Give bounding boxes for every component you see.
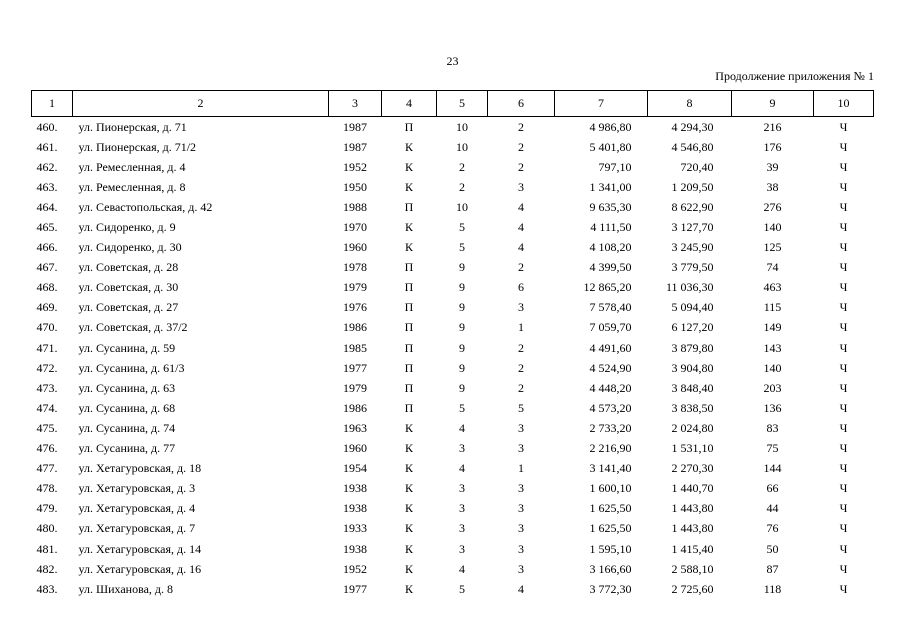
table-cell: 5 401,80 [589,139,632,154]
table-cell: 6 127,20 [671,320,714,335]
table-cell: 276 [763,199,782,214]
table-cell: 149 [763,320,782,335]
table-cell: 136 [763,400,782,415]
table-cell: 3 245,90 [671,240,714,255]
table-cell: Ч [839,159,848,174]
continuation-label: Продолжение приложения № 1 [715,69,874,83]
table-cell: 464. [36,199,58,214]
table-cell: 3 772,30 [589,581,632,596]
table-cell: 3 [518,300,524,315]
table-cell: К [404,220,413,235]
table-cell: 5 [459,400,465,415]
table-cell: ул. Ремесленная, д. 4 [78,159,186,174]
table-cell: 4 108,20 [589,240,632,255]
table-cell: 1 595,10 [589,541,632,556]
table-cell: 3 779,50 [671,260,714,275]
table-cell: П [404,340,414,355]
table-cell: 476. [36,441,58,456]
table-cell: 462. [36,159,58,174]
table-cell: ул. Сусанина, д. 59 [78,340,176,355]
table-cell: 3 848,40 [671,380,714,395]
table-cell: 2 216,90 [589,441,632,456]
table-cell: 2 024,80 [671,420,714,435]
table-cell: 4 491,60 [589,340,632,355]
table-cell: 1970 [343,220,367,235]
table-row [32,238,874,258]
table-cell: 1960 [343,441,367,456]
table-cell: ул. Советская, д. 37/2 [78,320,188,335]
table-row [32,378,874,398]
table-cell: 9 [459,260,465,275]
table-row [32,559,874,579]
table-cell: Ч [839,119,848,134]
table-cell: 2 [518,360,524,375]
table-row [32,318,874,338]
table-cell: ул. Советская, д. 28 [78,260,179,275]
table-cell: 4 294,30 [671,119,714,134]
table-cell: 4 [518,199,524,214]
table-cell: Ч [839,521,848,536]
table-cell: 4 573,20 [589,400,632,415]
table-cell: 1950 [343,179,367,194]
table-cell: 1986 [343,400,367,415]
table-cell: 473. [36,380,58,395]
table-cell: 1979 [343,380,367,395]
table-cell: 4 [459,561,465,576]
column-header-6: 6 [488,91,555,117]
table-cell: 2 [518,119,524,134]
table-cell: 1938 [343,481,367,496]
table-cell: 3 141,40 [589,461,632,476]
table-cell: П [404,199,414,214]
column-header-9: 9 [732,91,814,117]
table-cell: 466. [36,240,58,255]
table-cell: 4 986,80 [589,119,632,134]
table-cell: Ч [839,581,848,596]
table-row [32,479,874,499]
table-cell: ул. Пионерская, д. 71/2 [78,139,197,154]
table-cell: 467. [36,260,58,275]
table-cell: 4 [459,420,465,435]
table-cell: Ч [839,380,848,395]
table-cell: Ч [839,561,848,576]
table-cell: 5 094,40 [671,300,714,315]
table-cell: 11 036,30 [665,280,714,295]
table-cell: ул. Хетагуровская, д. 14 [78,541,202,556]
table-cell: 1976 [343,300,367,315]
table-cell: Ч [839,400,848,415]
table-row [32,499,874,519]
table-cell: Ч [839,300,848,315]
table-cell: 9 [459,280,465,295]
table-cell: 9 635,30 [589,199,632,214]
table-cell: 472. [36,360,58,375]
table-cell: 176 [763,139,782,154]
table-cell: К [404,240,413,255]
page-number: 23 [446,54,459,68]
table-cell: 471. [36,340,58,355]
table-cell: 3 [518,481,524,496]
table-cell: 2 [518,139,524,154]
table-body [32,117,874,600]
table-cell: 1 625,50 [589,521,632,536]
table-cell: 463. [36,179,58,194]
table-cell: Ч [839,541,848,556]
table-cell: Ч [839,441,848,456]
table-cell: 463 [763,280,782,295]
table-cell: Ч [839,220,848,235]
table-cell: Ч [839,260,848,275]
table-cell: 203 [763,380,782,395]
table-cell: ул. Советская, д. 27 [78,300,179,315]
table-cell: 1 625,50 [589,501,632,516]
table-cell: П [404,280,414,295]
table-cell: 8 622,90 [671,199,714,214]
table-cell: 1952 [343,159,367,174]
table-cell: 7 059,70 [589,320,632,335]
table-cell: 1979 [343,280,367,295]
table-cell: 144 [763,461,782,476]
table-cell: ул. Хетагуровская, д. 7 [78,521,196,536]
table-cell: 3 [518,561,524,576]
table-row [32,177,874,197]
table-cell: К [404,179,413,194]
table-cell: ул. Пионерская, д. 71 [78,119,187,134]
table-cell: 461. [36,139,58,154]
column-header-3: 3 [329,91,382,117]
table-cell: 1 341,00 [589,179,632,194]
table-cell: 2 733,20 [589,420,632,435]
table-cell: 9 [459,300,465,315]
table-cell: Ч [839,139,848,154]
table-cell: 140 [763,360,782,375]
table-cell: 1 443,80 [671,501,714,516]
table-cell: К [404,139,413,154]
housing-table [31,90,874,599]
table-cell: 3 [518,179,524,194]
table-cell: 10 [456,199,468,214]
table-row [32,278,874,298]
table-cell: 5 [459,220,465,235]
table-cell: 3 904,80 [671,360,714,375]
table-row [32,418,874,438]
table-cell: 3 127,70 [671,220,714,235]
table-cell: 3 166,60 [589,561,632,576]
table-cell: К [404,481,413,496]
table-cell: П [404,380,414,395]
table-cell: ул. Сусанина, д. 61/3 [78,360,185,375]
column-header-7: 7 [555,91,648,117]
table-cell: 1977 [343,581,367,596]
table-cell: 9 [459,340,465,355]
table-cell: 2 [518,380,524,395]
column-header-8: 8 [648,91,732,117]
table-cell: ул. Хетагуровская, д. 4 [78,501,196,516]
table-row [32,398,874,418]
table-cell: П [404,260,414,275]
table-cell: 1933 [343,521,367,536]
table-cell: 3 838,50 [671,400,714,415]
table-cell: 480. [36,521,58,536]
table-cell: 1963 [343,420,367,435]
table-row [32,197,874,217]
table-cell: 1 531,10 [671,441,714,456]
table-cell: ул. Хетагуровская, д. 18 [78,461,202,476]
table-row [32,157,874,177]
table-row [32,358,874,378]
table-cell: Ч [839,501,848,516]
table-cell: П [404,300,414,315]
table-cell: 1 [518,320,524,335]
table-cell: 470. [36,320,58,335]
table-cell: 3 [518,441,524,456]
table-cell: 1988 [343,199,367,214]
table-row [32,539,874,559]
table-cell: ул. Шиханова, д. 8 [78,581,174,596]
table-cell: 3 [459,501,465,516]
table-cell: 10 [456,119,468,134]
table-cell: 9 [459,360,465,375]
table-cell: П [404,400,414,415]
table-cell: Ч [839,420,848,435]
table-cell: 3 [518,541,524,556]
table-cell: 4 [518,581,524,596]
table-cell: 216 [763,119,782,134]
table-cell: 6 [518,280,524,295]
table-row [32,338,874,358]
table-cell: ул. Ремесленная, д. 8 [78,179,186,194]
table-cell: 1954 [343,461,367,476]
table-cell: 474. [36,400,58,415]
column-header-2: 2 [73,91,329,117]
table-cell: 483. [36,581,58,596]
table-cell: 125 [763,240,782,255]
table-row [32,459,874,479]
table-cell: 1 [518,461,524,476]
table-cell: 468. [36,280,58,295]
table-cell: ул. Хетагуровская, д. 3 [78,481,196,496]
table-cell: 1938 [343,541,367,556]
table-cell: 1952 [343,561,367,576]
column-header-10: 10 [814,91,874,117]
table-cell: 2 [459,159,465,174]
table-cell: 39 [766,159,779,174]
table-cell: К [404,541,413,556]
table-cell: ул. Хетагуровская, д. 16 [78,561,202,576]
table-row [32,258,874,278]
table-cell: Ч [839,481,848,496]
table-cell: 482. [36,561,58,576]
table-row [32,519,874,539]
table-row [32,137,874,157]
table-cell: 1 209,50 [671,179,714,194]
table-cell: К [404,461,413,476]
table-cell: 115 [763,300,782,315]
table-cell: 5 [459,240,465,255]
table-cell: 83 [766,420,779,435]
table-cell: 118 [763,581,782,596]
table-cell: 50 [766,541,779,556]
table-cell: 4 399,50 [589,260,632,275]
table-cell: 465. [36,220,58,235]
table-cell: 2 [518,340,524,355]
table-cell: 2 [518,260,524,275]
table-cell: 5 [459,581,465,596]
table-cell: 1986 [343,320,367,335]
table-cell: 9 [459,320,465,335]
table-cell: 3 [518,501,524,516]
table-cell: 2 725,60 [671,581,714,596]
table-row [32,117,874,138]
table-cell: ул. Сусанина, д. 74 [78,420,176,435]
table-cell: К [404,521,413,536]
table-cell: 469. [36,300,58,315]
table-cell: ул. Сусанина, д. 63 [78,380,176,395]
table-row [32,579,874,599]
table-cell: 1938 [343,501,367,516]
table-cell: 460. [36,119,58,134]
table-cell: 10 [456,139,468,154]
table-cell: П [404,119,414,134]
table-cell: К [404,561,413,576]
table-cell: 5 [518,400,524,415]
table-row [32,439,874,459]
table-cell: 9 [459,380,465,395]
table-cell: 66 [766,481,779,496]
table-cell: 140 [763,220,782,235]
table-header-row [32,91,874,117]
table-cell: К [404,420,413,435]
column-header-1: 1 [32,91,73,117]
table-cell: 4 [518,220,524,235]
table-cell: 4 524,90 [589,360,632,375]
table-row [32,217,874,237]
table-cell: 3 [459,521,465,536]
table-cell: 2 [459,179,465,194]
table-cell: 3 [459,441,465,456]
column-header-4: 4 [382,91,437,117]
table-cell: 3 [459,541,465,556]
table-cell: 2 270,30 [671,461,714,476]
table-cell: 479. [36,501,58,516]
table-cell: ул. Сусанина, д. 77 [78,441,176,456]
table-cell: 797,10 [598,159,632,174]
table-cell: 481. [36,541,58,556]
table-cell: 44 [766,501,779,516]
table-cell: 143 [763,340,782,355]
table-cell: К [404,581,413,596]
table-cell: 4 [518,240,524,255]
table-cell: 4 [459,461,465,476]
table-cell: Ч [839,461,848,476]
table-cell: К [404,501,413,516]
table-cell: 3 [518,521,524,536]
table-cell: П [404,360,414,375]
table-cell: 1987 [343,119,367,134]
table-cell: 1 443,80 [671,521,714,536]
table-cell: 1977 [343,360,367,375]
table-cell: Ч [839,199,848,214]
table-cell: 2 588,10 [671,561,714,576]
table-cell: 1978 [343,260,367,275]
table-cell: Ч [839,320,848,335]
table-cell: 75 [766,441,779,456]
table-cell: 12 865,20 [583,280,632,295]
table-row [32,298,874,318]
table-cell: 1 600,10 [589,481,632,496]
table-cell: 475. [36,420,58,435]
table-cell: 2 [518,159,524,174]
table-cell: 1 440,70 [671,481,714,496]
table-cell: ул. Сидоренко, д. 9 [78,220,176,235]
table-cell: 76 [766,521,779,536]
table-cell: К [404,441,413,456]
table-cell: 3 879,80 [671,340,714,355]
table-cell: 3 [459,481,465,496]
table-cell: П [404,320,414,335]
table-cell: 4 448,20 [589,380,632,395]
table-cell: Ч [839,360,848,375]
table-cell: ул. Советская, д. 30 [78,280,179,295]
table-cell: 3 [518,420,524,435]
table-cell: 7 578,40 [589,300,632,315]
table-cell: ул. Сусанина, д. 68 [78,400,176,415]
table-cell: 4 111,50 [590,220,632,235]
table-cell: 477. [36,461,58,476]
table-cell: 1985 [343,340,367,355]
table-cell: 478. [36,481,58,496]
table-cell: 1 415,40 [671,541,714,556]
table-cell: ул. Сидоренко, д. 30 [78,240,182,255]
table-cell: 4 546,80 [671,139,714,154]
table-cell: ул. Севастопольская, д. 42 [78,199,213,214]
table-cell: 720,40 [680,159,714,174]
table-cell: Ч [839,340,848,355]
table-cell: 74 [766,260,779,275]
column-header-5: 5 [437,91,488,117]
table-cell: 1987 [343,139,367,154]
table-cell: 38 [766,179,779,194]
table-cell: Ч [839,280,848,295]
table-cell: 1960 [343,240,367,255]
table-cell: 87 [766,561,779,576]
table-cell: Ч [839,240,848,255]
table-cell: К [404,159,413,174]
table-cell: Ч [839,179,848,194]
